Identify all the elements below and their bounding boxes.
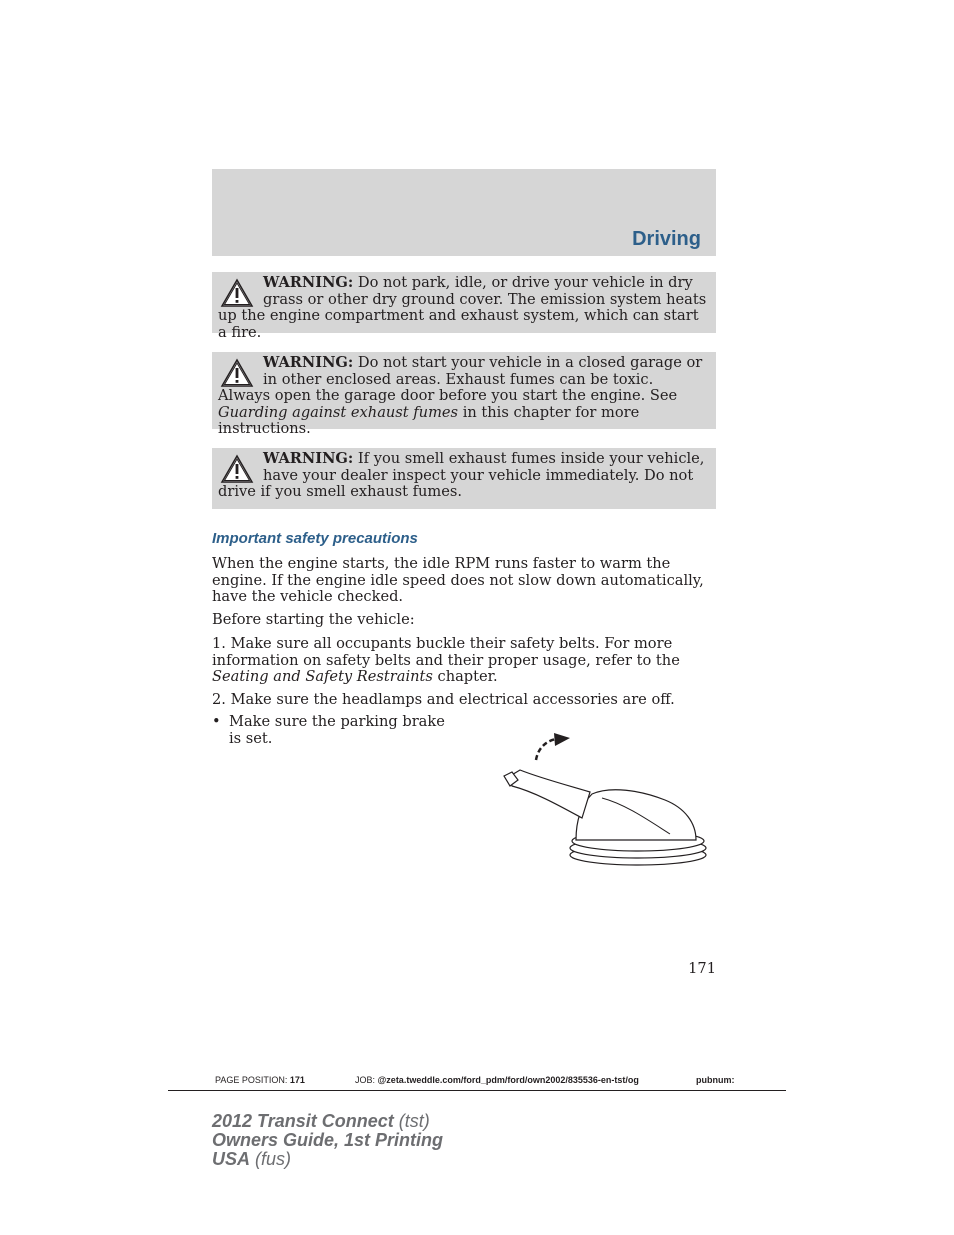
paragraph-before-starting: Before starting the vehicle: — [212, 611, 415, 628]
step-1-text-end: chapter. — [432, 668, 498, 686]
book-market-code: (fus) — [250, 1149, 292, 1169]
pubnum-label: pubnum: — [696, 1075, 735, 1085]
warning-text: Do not start your vehicle in a closed garage or in other enclosed areas. Exhaust fumes can be toxic. Always open the garage door before you start the engine. See — [218, 354, 703, 405]
bullet-marker: • — [212, 713, 221, 730]
warning-text-end: in this chapter for more instructions. — [218, 403, 640, 438]
job-value: @zeta.tweddle.com/ford_pdm/ford/own2002/835536-en-tst/og — [377, 1075, 639, 1085]
book-model-code: (tst) — [393, 1111, 430, 1131]
page-position-value: 171 — [289, 1075, 305, 1085]
subheading: Important safety precautions — [212, 530, 418, 547]
warning-triangle-icon — [220, 358, 254, 388]
book-edition-line — [212, 1131, 443, 1150]
book-title-line — [212, 1112, 430, 1131]
warning-label: WARNING: — [263, 354, 354, 371]
bullet-item — [212, 714, 452, 747]
warning-box-2 — [212, 352, 716, 438]
step-2: 2. Make sure the headlamps and electrical accessories are off. — [212, 691, 675, 708]
book-model: 2012 Transit Connect — [212, 1111, 394, 1131]
warning-text: If you smell exhaust fumes inside your vehicle, have your dealer inspect your vehicle immediately. Do not drive if you smell exhaust fumes. — [218, 450, 705, 501]
cross-reference: Guarding against exhaust fumes — [218, 403, 459, 421]
job-label: JOB: — [355, 1075, 376, 1085]
warning-box-1 — [212, 272, 716, 341]
section-header-band — [212, 169, 716, 256]
page-position-label: PAGE POSITION: — [215, 1075, 288, 1085]
cross-reference: Seating and Safety Restraints — [212, 668, 433, 686]
footer-page-position — [215, 1075, 305, 1085]
book-edition: Owners Guide, 1st Printing — [212, 1130, 444, 1150]
page-number: 171 — [688, 960, 716, 977]
step-1-text: 1. Make sure all occupants buckle their safety belts. For more information on safety belts and their proper usage, refer to the — [212, 635, 680, 669]
warning-text: Do not park, idle, or drive your vehicle in dry grass or other dry ground cover. The emission system heats up the engine compartment and exhaust system, which can start a fire. — [218, 274, 707, 341]
warning-label: WARNING: — [263, 274, 354, 291]
book-market-line — [212, 1150, 291, 1169]
warning-triangle-icon — [220, 278, 254, 308]
bullet-text: Make sure the parking brake is set. — [229, 713, 445, 747]
footer-divider — [168, 1090, 786, 1091]
paragraph-idle-rpm: When the engine starts, the idle RPM runs faster to warm the engine. If the engine idle speed does not slow down automatically, have the vehicle checked. — [212, 555, 704, 606]
warning-box-3 — [212, 448, 716, 509]
footer-job — [355, 1075, 639, 1085]
warning-label: WARNING: — [263, 450, 354, 467]
parking-brake-lever-illustration — [500, 728, 715, 877]
warning-triangle-icon — [220, 454, 254, 484]
footer-pubnum — [696, 1075, 735, 1085]
section-title: Driving — [632, 228, 701, 250]
step-1 — [212, 636, 716, 686]
book-market: USA — [212, 1149, 251, 1169]
